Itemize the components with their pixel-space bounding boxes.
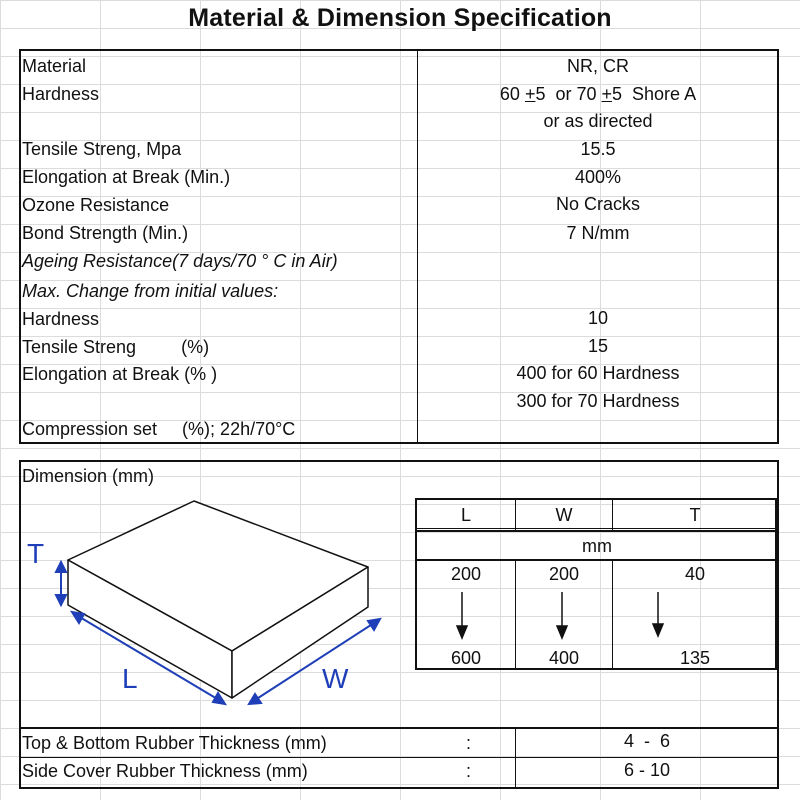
thickness-value-side-cover: 6 - 10 xyxy=(623,760,671,780)
spec-label-elongation-change: Elongation at Break (% ) xyxy=(22,364,218,384)
spec-value-hardness-alt: or as directed xyxy=(543,111,653,131)
dimension-max-w: 400 xyxy=(548,648,580,668)
page-title: Material & Dimension Specification xyxy=(188,4,612,32)
spec-value-bond: 7 N/mm xyxy=(566,223,630,243)
range-arrows xyxy=(416,588,778,640)
spec-label-hardness: Hardness xyxy=(22,84,100,104)
spec-value-tensile: 15.5 xyxy=(580,139,616,159)
spec-label-ageing: Ageing Resistance(7 days/70 ° C in Air) xyxy=(22,251,338,271)
spec-label-tensile-change: Tensile Streng (%) xyxy=(22,337,210,357)
spec-label-material: Material xyxy=(22,56,87,76)
spec-value-ozone: No Cracks xyxy=(555,194,640,214)
diagram-label-t: T xyxy=(27,538,45,569)
diagram-label-l: L xyxy=(122,663,138,694)
spec-value-hardness-change: 10 xyxy=(587,308,609,328)
dimension-unit: mm xyxy=(582,536,612,556)
dimension-min-l: 200 xyxy=(450,564,482,584)
dimension-table-header-line xyxy=(416,528,776,529)
diagram-label-w: W xyxy=(322,663,349,694)
thickness-top-line xyxy=(20,727,778,729)
thickness-value-top-bottom: 4 - 6 xyxy=(623,731,671,751)
dimension-table-unit-bottom-line xyxy=(416,559,776,561)
thickness-label-side-cover: Side Cover Rubber Thickness (mm) xyxy=(22,761,308,781)
thickness-sep-top-bottom: : xyxy=(466,733,472,753)
spec-value-tensile-change: 15 xyxy=(587,336,609,356)
spec-value-elongation-60: 400 for 60 Hardness xyxy=(516,363,680,383)
spec-label-hardness-change: Hardness xyxy=(22,309,100,329)
spec-divider xyxy=(417,50,418,443)
dimension-max-t: 135 xyxy=(679,648,711,668)
spec-value-material: NR, CR xyxy=(567,56,629,76)
spec-label-compression: Compression set (%); 22h/70°C xyxy=(22,419,296,439)
spec-value-hardness: 60 +5 or 70 +5 Shore A xyxy=(499,84,697,104)
dimension-table-unit-top-line xyxy=(416,530,776,532)
dimension-heading: Dimension (mm) xyxy=(22,466,155,486)
spec-value-elongation-70: 300 for 70 Hardness xyxy=(516,391,680,411)
dimension-header-t: T xyxy=(689,505,701,525)
spec-value-elongation: 400% xyxy=(574,167,622,187)
spec-label-tensile: Tensile Streng, Mpa xyxy=(22,139,182,159)
thickness-mid-line xyxy=(20,757,778,758)
dimension-min-t: 40 xyxy=(684,564,706,584)
dimension-min-w: 200 xyxy=(548,564,580,584)
dimension-header-w: W xyxy=(555,505,573,525)
spec-label-ozone: Ozone Resistance xyxy=(22,195,170,215)
spec-label-max-change: Max. Change from initial values: xyxy=(22,281,279,301)
thickness-sep-side-cover: : xyxy=(466,761,472,781)
dimension-max-l: 600 xyxy=(450,648,482,668)
thickness-label-top-bottom: Top & Bottom Rubber Thickness (mm) xyxy=(22,733,327,753)
dimension-header-l: L xyxy=(460,505,471,525)
spec-label-bond: Bond Strength (Min.) xyxy=(22,223,189,243)
spec-label-elongation: Elongation at Break (Min.) xyxy=(22,167,231,187)
